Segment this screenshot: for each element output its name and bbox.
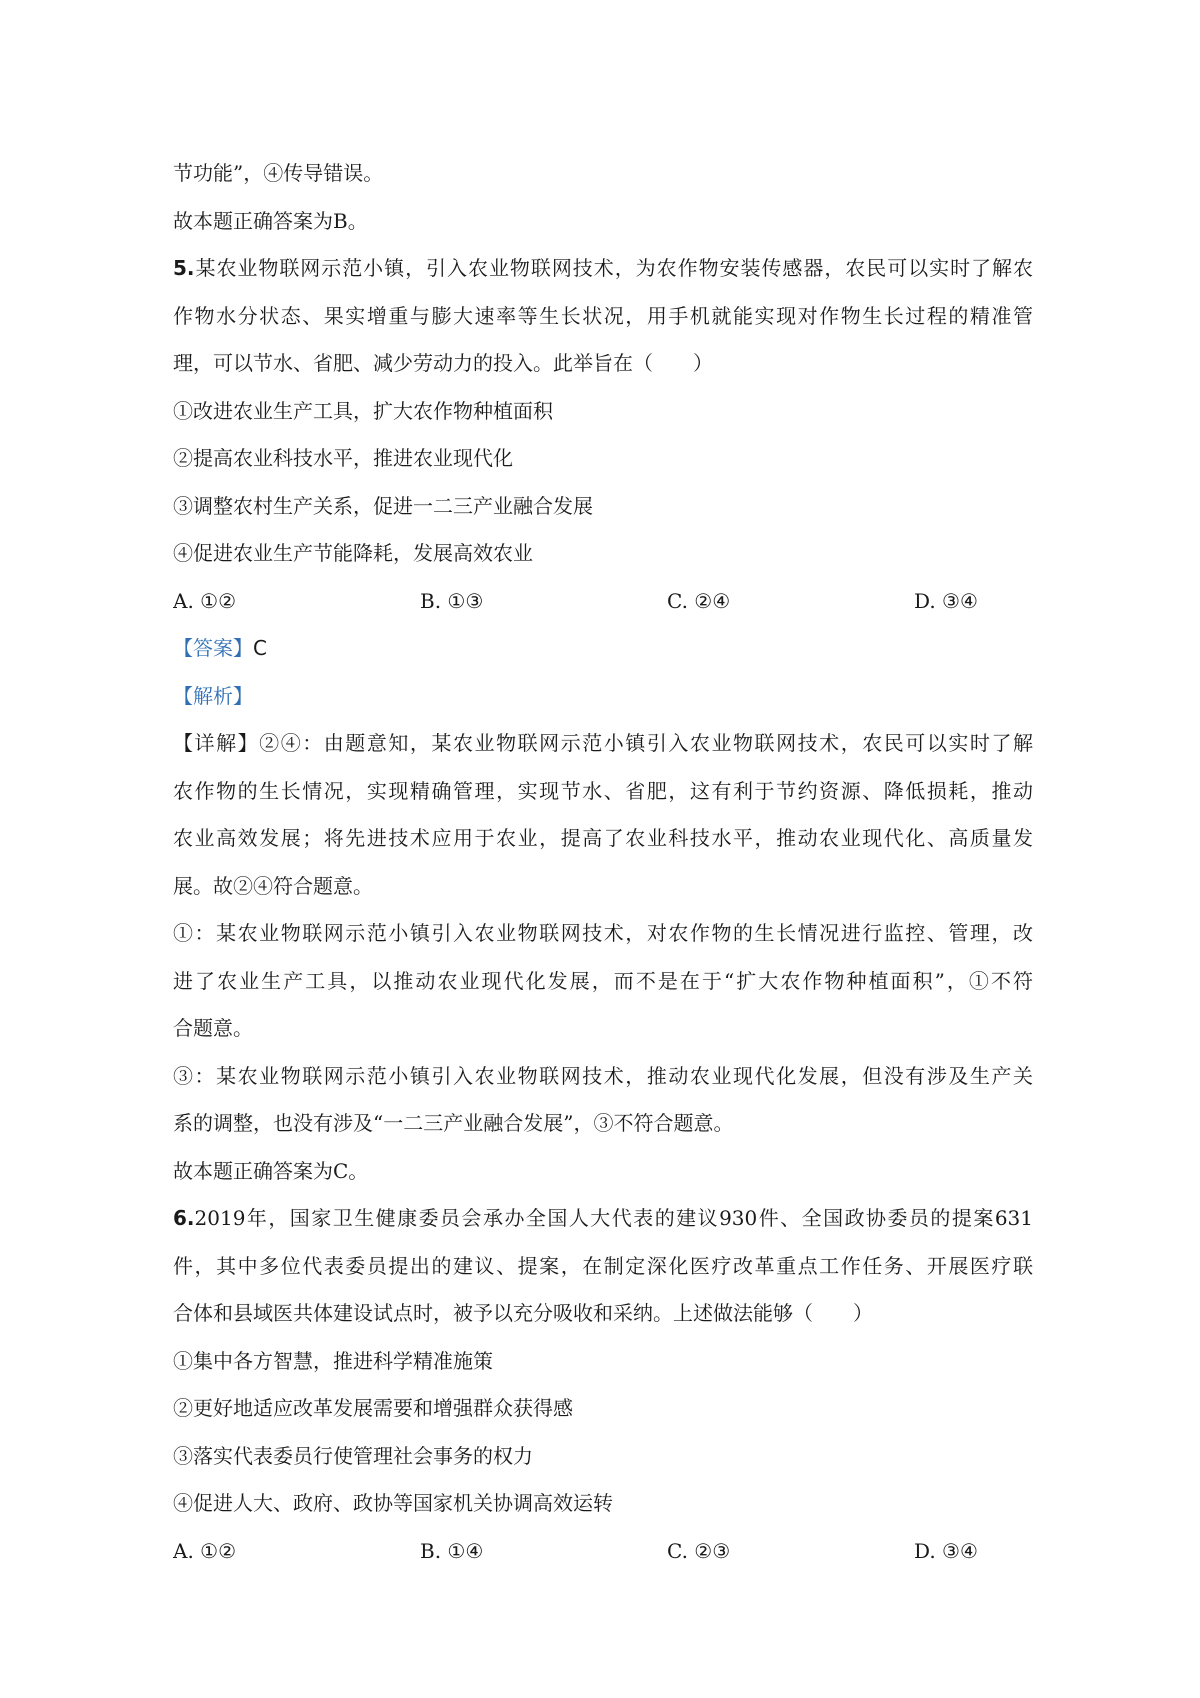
q6-stem-line: 件，其中多位代表委员提出的建议、提案，在制定深化医疗改革重点工作任务、开展医疗联 xyxy=(173,1253,1033,1278)
q5-options xyxy=(173,578,1033,626)
q5-detail-line: 系的调整，也没有涉及“一二三产业融合发展”，③不符合题意。 xyxy=(173,1111,734,1135)
q6-stem-line: 6.2019年，国家卫生健康委员会承办全国人大代表的建议930件、全国政协委员的提案631 xyxy=(173,1206,1033,1230)
q6-options xyxy=(173,1528,1033,1576)
q6-item: ①集中各方智慧，推进科学精准施策 xyxy=(173,1348,493,1373)
q6-number: 6. xyxy=(173,1206,195,1230)
q6-item: ③落实代表委员行使管理社会事务的权力 xyxy=(173,1443,533,1468)
q5-detail-line: 农业高效发展；将先进技术应用于农业，提高了农业科技水平，推动农业现代化、高质量发 xyxy=(173,826,1033,850)
detail-tag: 【详解】 xyxy=(173,731,260,755)
q5-option-b: B. ①③ xyxy=(420,588,484,613)
q6-item: ④促进人大、政府、政协等国家机关协调高效运转 xyxy=(173,1491,613,1515)
q5-item: ④促进农业生产节能降耗，发展高效农业 xyxy=(173,541,533,565)
text-line: 故本题正确答案为B。 xyxy=(173,208,368,233)
q5-option-a: A. ①② xyxy=(173,588,237,613)
q6-option-c: C. ②③ xyxy=(667,1538,731,1563)
q5-stem-line: 作物水分状态、果实增重与膨大速率等生长状况，用手机就能实现对作物生长过程的精准管 xyxy=(173,303,1033,328)
page-content xyxy=(173,150,1033,1575)
q5-detail-line: 故本题正确答案为C。 xyxy=(173,1158,369,1183)
q5-stem-line: 理，可以节水、省肥、减少劳动力的投入。此举旨在（ ） xyxy=(173,351,713,375)
q5-item: ③调整农村生产关系，促进一二三产业融合发展 xyxy=(173,493,593,518)
q5-detail-line: 【详解】②④：由题意知，某农业物联网示范小镇引入农业物联网技术，农民可以实时了解 xyxy=(173,731,1033,755)
q6-stem-line: 合体和县域医共体建设试点时，被予以充分吸收和采纳。上述做法能够（ ） xyxy=(173,1301,873,1325)
q5-detail-line: ③：某农业物联网示范小镇引入农业物联网技术，推动农业现代化发展，但没有涉及生产关 xyxy=(173,1063,1033,1088)
q5-option-c: C. ②④ xyxy=(667,588,731,613)
q5-item: ①改进农业生产工具，扩大农作物种植面积 xyxy=(173,398,553,423)
q5-number: 5. xyxy=(173,256,195,280)
analysis-tag: 【解析】 xyxy=(173,683,253,708)
text-line: 节功能”，④传导错误。 xyxy=(173,161,384,185)
q5-stem-line: 5.某农业物联网示范小镇，引入农业物联网技术，为农作物安装传感器，农民可以实时了解农 xyxy=(173,256,1033,280)
q5-answer xyxy=(173,625,1033,673)
q5-detail-line: 进了农业生产工具，以推动农业现代化发展，而不是在于“扩大农作物种植面积”，①不符 xyxy=(173,968,1033,993)
q5-detail-line: ①：某农业物联网示范小镇引入农业物联网技术，对农作物的生长情况进行监控、管理，改 xyxy=(173,921,1033,945)
q6-option-b: B. ①④ xyxy=(420,1538,484,1563)
q6-option-a: A. ①② xyxy=(173,1538,237,1563)
answer-tag: 【答案】 xyxy=(173,636,253,660)
q5-detail-line: 展。故②④符合题意。 xyxy=(173,873,373,898)
q6-item: ②更好地适应改革发展需要和增强群众获得感 xyxy=(173,1396,573,1420)
q6-option-d: D. ③④ xyxy=(914,1538,978,1563)
q5-analysis xyxy=(173,673,1033,721)
q5-item: ②提高农业科技水平，推进农业现代化 xyxy=(173,446,513,470)
answer-value: C xyxy=(253,636,267,660)
q5-detail-line: 农作物的生长情况，实现精确管理，实现节水、省肥，这有利于节约资源、降低损耗，推动 xyxy=(173,778,1033,803)
q5-detail-line: 合题意。 xyxy=(173,1016,253,1040)
q5-option-d: D. ③④ xyxy=(914,588,978,613)
